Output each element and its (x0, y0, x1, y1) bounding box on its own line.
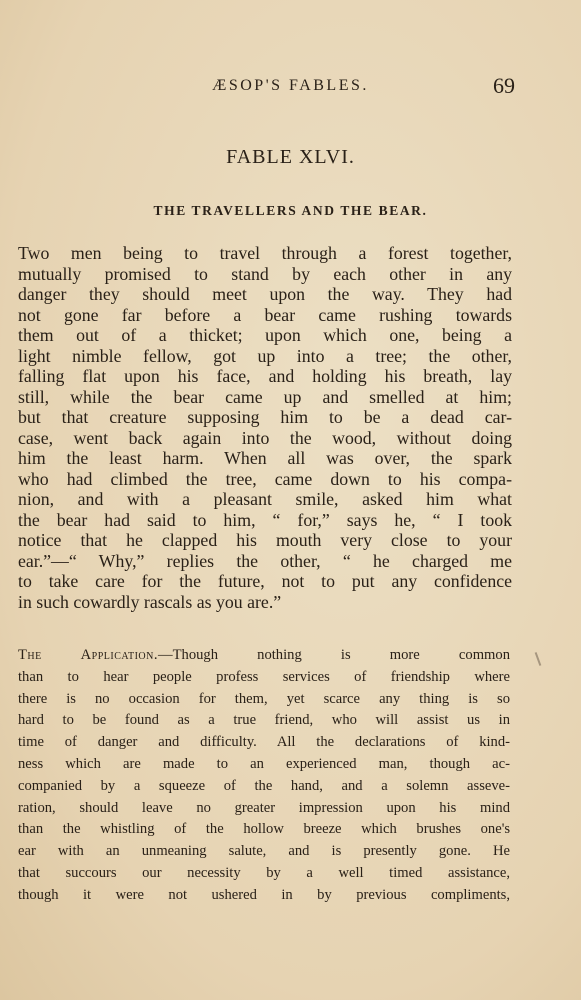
fable-text (18, 243, 512, 612)
text-line: ration, should leave no greater impression upon his mind (18, 799, 510, 816)
text-line: danger they should meet upon the way. They had (18, 284, 512, 304)
text-line: mutually promised to stand by each other in any (18, 263, 512, 284)
text-line: time of danger and difficulty. All the declarations of kind- (18, 734, 510, 751)
text-line: light nimble fellow, got up into a tree; the other, (18, 345, 512, 366)
text-line: hard to be found as a true friend, who will assist us in (18, 712, 510, 729)
text-line: still, while the bear came up and smelled at him; (18, 386, 512, 407)
application-first-line (18, 645, 510, 667)
running-title: ÆSOP'S FABLES. (212, 77, 369, 94)
text-line: but that creature supposing him to be a dead car- (18, 407, 512, 427)
text-line: falling flat upon his face, and holding his breath, lay (18, 366, 512, 386)
text-line: ear.”—“ Why,” replies the other, “ he charged me (18, 550, 512, 571)
text-line: though it were not ushered in by previous compliments, (18, 886, 510, 903)
text-line: companied by a squeeze of the hand, and a solemn asseve- (18, 777, 510, 794)
text-line: than to hear people profess services of friendship where (18, 668, 510, 685)
application-first-line-rest: —Though nothing is more common (158, 647, 510, 663)
text-line: who had climbed the tree, came down to his compa- (18, 468, 512, 489)
text-line: not gone far before a bear came rushing towards (18, 304, 512, 325)
text-line: notice that he clapped his mouth very close to your (18, 530, 512, 550)
text-line: in such cowardly rascals as you are.” (18, 591, 282, 612)
text-line: the bear had said to him, “ for,” says he, “ I took (18, 509, 512, 530)
fable-title: THE TRAVELLERS AND THE BEAR. (153, 203, 428, 218)
fable-number: FABLE XLVI. (226, 146, 355, 168)
application-heading: The Application. (18, 647, 159, 663)
text-line: case, went back again into the wood, without doing (18, 427, 512, 448)
text-line: Two men being to travel through a forest together, (18, 243, 512, 263)
text-line: there is no occasion for them, yet scarce any thing is so (18, 690, 510, 707)
text-line: nion, and with a pleasant smile, asked him what (18, 489, 512, 509)
text-line: him the least harm. When all was over, the spark (18, 448, 512, 468)
page-number: 69 (493, 73, 515, 98)
text-line: ness which are made to an experienced man, though ac- (18, 755, 510, 772)
margin-mark (535, 652, 542, 666)
text-line: than the whistling of the hollow breeze which brushes one's (18, 821, 510, 838)
text-line: that succours our necessity by a well timed assistance, (18, 864, 510, 881)
application-text (18, 645, 510, 907)
text-line: to take care for the future, not to put any confidence (18, 571, 512, 591)
text-line: ear with an unmeaning salute, and is presently gone. He (18, 843, 510, 860)
text-line: them out of a thicket; upon which one, being a (18, 325, 512, 345)
running-head (0, 73, 581, 101)
